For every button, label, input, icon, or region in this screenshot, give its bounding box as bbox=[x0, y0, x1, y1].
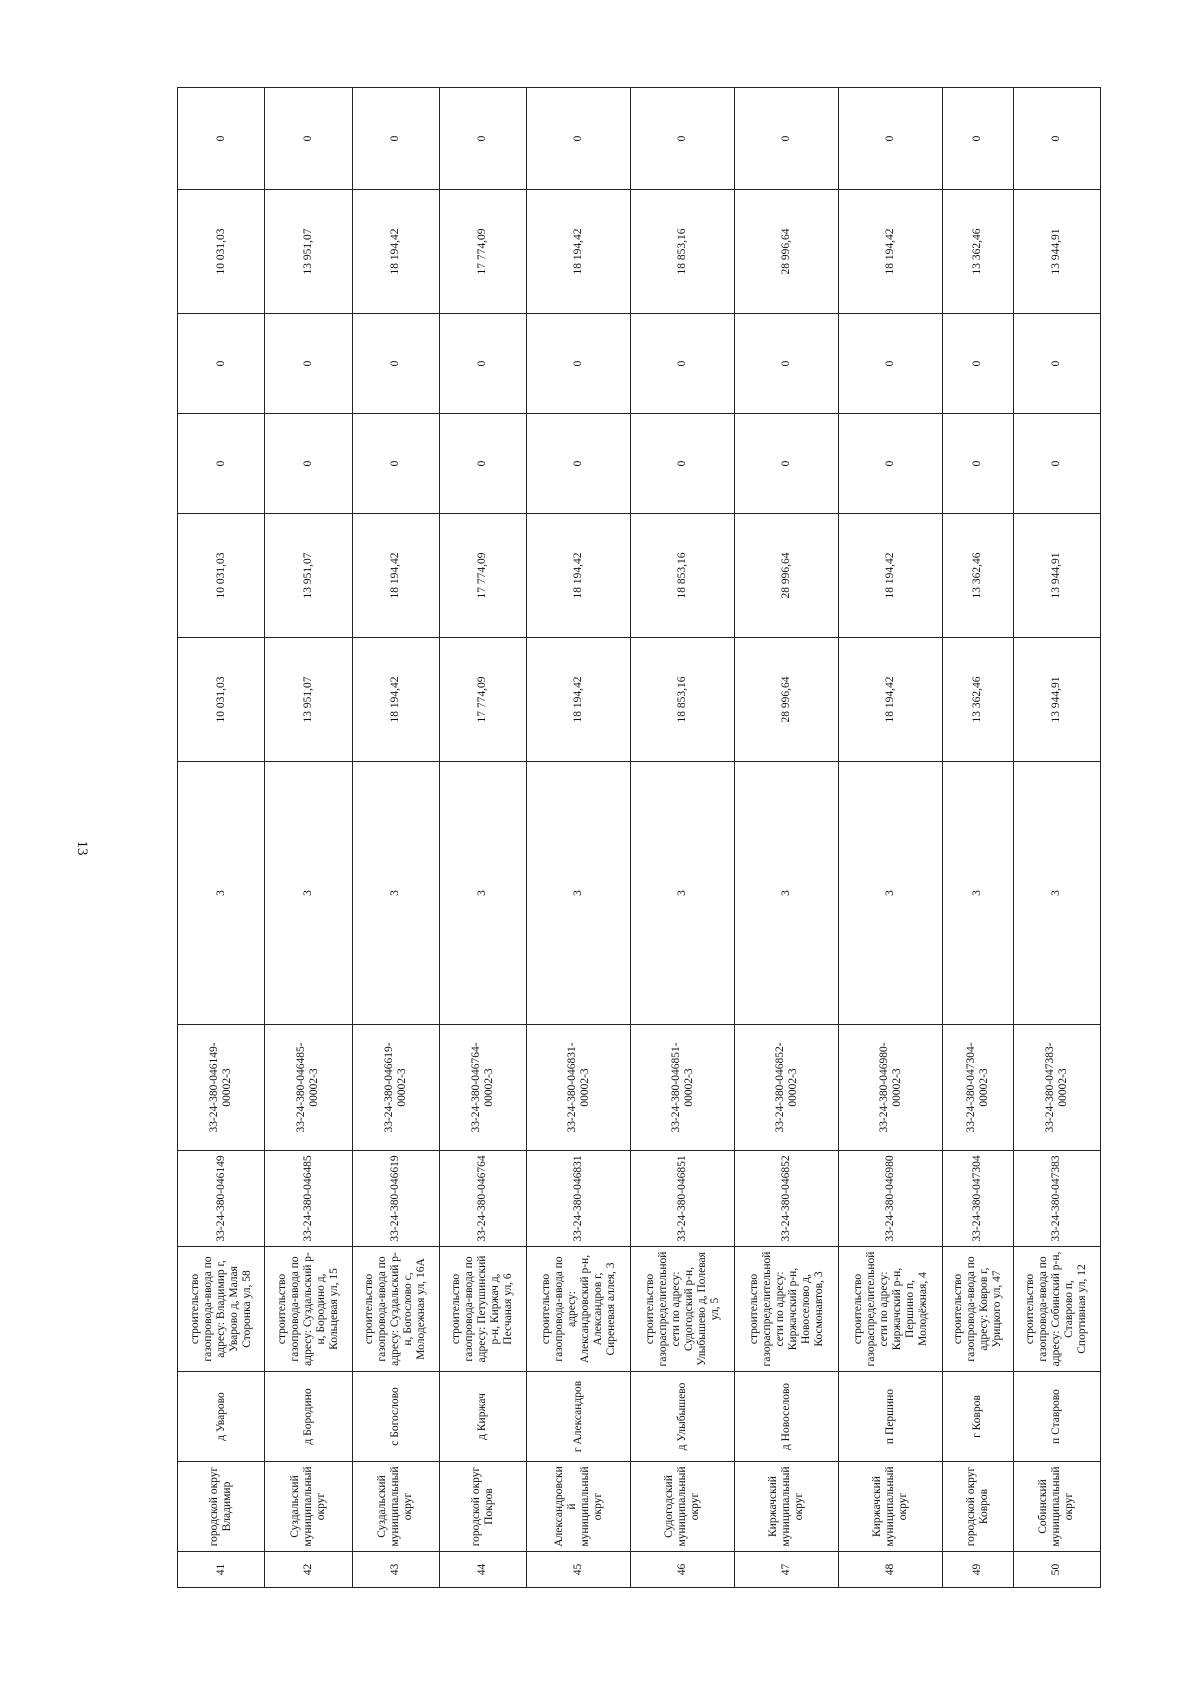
value-4-cell: 0 bbox=[735, 314, 839, 414]
table-row bbox=[527, 88, 631, 1588]
row-number-cell: 41 bbox=[178, 1552, 265, 1588]
value-1-cell: 13 951,07 bbox=[265, 638, 352, 762]
value-4-cell: 0 bbox=[943, 314, 1014, 414]
category-cell: 3 bbox=[631, 762, 735, 1025]
value-6-cell: 0 bbox=[178, 88, 265, 190]
value-1-cell: 28 996,64 bbox=[735, 638, 839, 762]
value-6-cell: 0 bbox=[1013, 88, 1100, 190]
value-2-cell: 18 194,42 bbox=[527, 514, 631, 638]
code-full-cell: 33-24-380-046980-00002-3 bbox=[839, 1025, 943, 1151]
code-full-cell: 33-24-380-046485-00002-3 bbox=[265, 1025, 352, 1151]
table-row bbox=[943, 88, 1014, 1588]
code-cell: 33-24-380-046980 bbox=[839, 1151, 943, 1247]
value-2-cell: 28 996,64 bbox=[735, 514, 839, 638]
value-6-cell: 0 bbox=[943, 88, 1014, 190]
district-cell: Собинский муниципальный округ bbox=[1013, 1462, 1100, 1552]
table-row bbox=[352, 88, 439, 1588]
value-5-cell: 13 362,46 bbox=[943, 190, 1014, 314]
description-cell: строительство газораспределительной сети по адресу: Судогодский р-н, Улыбышево д, Полевая ул, 5 bbox=[631, 1247, 735, 1372]
value-3-cell: 0 bbox=[439, 414, 526, 514]
table-body bbox=[178, 88, 1101, 1588]
description-cell: строительство газопровода-ввода по адресу: Суздальский р-н, Бородино д, Кольцевая ул, 15 bbox=[265, 1247, 352, 1372]
code-cell: 33-24-380-046764 bbox=[439, 1151, 526, 1247]
description-cell: строительство газопровода-ввода по адресу: Владимир г, Уварово д, Малая Сторонка ул, 58 bbox=[178, 1247, 265, 1372]
data-table bbox=[177, 87, 1101, 1588]
value-4-cell: 0 bbox=[1013, 314, 1100, 414]
value-5-cell: 10 031,03 bbox=[178, 190, 265, 314]
locality-cell: г Ковров bbox=[943, 1372, 1014, 1462]
value-6-cell: 0 bbox=[352, 88, 439, 190]
code-cell: 33-24-380-047304 bbox=[943, 1151, 1014, 1247]
table-row bbox=[839, 88, 943, 1588]
row-number-cell: 47 bbox=[735, 1552, 839, 1588]
locality-cell: д Уварово bbox=[178, 1372, 265, 1462]
table-row bbox=[265, 88, 352, 1588]
value-5-cell: 13 944,91 bbox=[1013, 190, 1100, 314]
description-cell: строительство газораспределительной сети по адресу: Киржачский р-н, Новоселово д, Космонавтов, 3 bbox=[735, 1247, 839, 1372]
value-5-cell: 18 194,42 bbox=[352, 190, 439, 314]
value-2-cell: 18 194,42 bbox=[352, 514, 439, 638]
value-6-cell: 0 bbox=[631, 88, 735, 190]
value-6-cell: 0 bbox=[439, 88, 526, 190]
value-2-cell: 13 362,46 bbox=[943, 514, 1014, 638]
locality-cell: п Ставрово bbox=[1013, 1372, 1100, 1462]
value-1-cell: 17 774,09 bbox=[439, 638, 526, 762]
district-cell: Киржачский муниципальный округ bbox=[735, 1462, 839, 1552]
value-3-cell: 0 bbox=[265, 414, 352, 514]
value-6-cell: 0 bbox=[265, 88, 352, 190]
value-4-cell: 0 bbox=[839, 314, 943, 414]
value-3-cell: 0 bbox=[735, 414, 839, 514]
value-6-cell: 0 bbox=[839, 88, 943, 190]
code-full-cell: 33-24-380-046831-00002-3 bbox=[527, 1025, 631, 1151]
code-cell: 33-24-380-046485 bbox=[265, 1151, 352, 1247]
value-2-cell: 17 774,09 bbox=[439, 514, 526, 638]
page-number: 13 bbox=[74, 840, 90, 856]
code-full-cell: 33-24-380-046852-00002-3 bbox=[735, 1025, 839, 1151]
value-5-cell: 17 774,09 bbox=[439, 190, 526, 314]
category-cell: 3 bbox=[265, 762, 352, 1025]
value-1-cell: 13 362,46 bbox=[943, 638, 1014, 762]
row-number-cell: 43 bbox=[352, 1552, 439, 1588]
row-number-cell: 48 bbox=[839, 1552, 943, 1588]
value-3-cell: 0 bbox=[352, 414, 439, 514]
row-number-cell: 50 bbox=[1013, 1552, 1100, 1588]
description-cell: строительство газопровода-ввода по адресу: Александровский р-н, Александров г, Сиреневая аллея, 3 bbox=[527, 1247, 631, 1372]
value-2-cell: 18 853,16 bbox=[631, 514, 735, 638]
code-cell: 33-24-380-047383 bbox=[1013, 1151, 1100, 1247]
code-full-cell: 33-24-380-046851-00002-3 bbox=[631, 1025, 735, 1151]
code-cell: 33-24-380-046831 bbox=[527, 1151, 631, 1247]
code-full-cell: 33-24-380-046619-00002-3 bbox=[352, 1025, 439, 1151]
code-full-cell: 33-24-380-046764-00002-3 bbox=[439, 1025, 526, 1151]
code-cell: 33-24-380-046619 bbox=[352, 1151, 439, 1247]
locality-cell: г Александров bbox=[527, 1372, 631, 1462]
row-number-cell: 42 bbox=[265, 1552, 352, 1588]
value-3-cell: 0 bbox=[527, 414, 631, 514]
category-cell: 3 bbox=[439, 762, 526, 1025]
category-cell: 3 bbox=[943, 762, 1014, 1025]
code-cell: 33-24-380-046149 bbox=[178, 1151, 265, 1247]
district-cell: городской округ Владимир bbox=[178, 1462, 265, 1552]
value-2-cell: 18 194,42 bbox=[839, 514, 943, 638]
value-5-cell: 18 194,42 bbox=[839, 190, 943, 314]
table-row bbox=[1013, 88, 1100, 1588]
table-row bbox=[178, 88, 265, 1588]
value-4-cell: 0 bbox=[352, 314, 439, 414]
value-4-cell: 0 bbox=[439, 314, 526, 414]
value-1-cell: 18 194,42 bbox=[839, 638, 943, 762]
district-cell: Суздальский муниципальный округ bbox=[352, 1462, 439, 1552]
district-cell: Судогодский муниципальный округ bbox=[631, 1462, 735, 1552]
district-cell: городской округ Ковров bbox=[943, 1462, 1014, 1552]
value-6-cell: 0 bbox=[527, 88, 631, 190]
locality-cell: д Новоселово bbox=[735, 1372, 839, 1462]
locality-cell: с Богослово bbox=[352, 1372, 439, 1462]
value-3-cell: 0 bbox=[1013, 414, 1100, 514]
district-cell: городской округ Покров bbox=[439, 1462, 526, 1552]
locality-cell: д Бородино bbox=[265, 1372, 352, 1462]
category-cell: 3 bbox=[1013, 762, 1100, 1025]
value-2-cell: 13 944,91 bbox=[1013, 514, 1100, 638]
district-cell: Александровский муниципальный округ bbox=[527, 1462, 631, 1552]
locality-cell: д Улыбышево bbox=[631, 1372, 735, 1462]
code-full-cell: 33-24-380-047304-00002-3 bbox=[943, 1025, 1014, 1151]
category-cell: 3 bbox=[178, 762, 265, 1025]
value-2-cell: 10 031,03 bbox=[178, 514, 265, 638]
category-cell: 3 bbox=[352, 762, 439, 1025]
category-cell: 3 bbox=[527, 762, 631, 1025]
description-cell: строительство газопровода-ввода по адресу: Петушинский р-н, Киржач д, Песчаная ул, 6 bbox=[439, 1247, 526, 1372]
value-3-cell: 0 bbox=[943, 414, 1014, 514]
row-number-cell: 45 bbox=[527, 1552, 631, 1588]
value-1-cell: 10 031,03 bbox=[178, 638, 265, 762]
category-cell: 3 bbox=[839, 762, 943, 1025]
value-1-cell: 18 194,42 bbox=[352, 638, 439, 762]
category-cell: 3 bbox=[735, 762, 839, 1025]
value-5-cell: 18 853,16 bbox=[631, 190, 735, 314]
district-cell: Киржачский муниципальный округ bbox=[839, 1462, 943, 1552]
value-4-cell: 0 bbox=[178, 314, 265, 414]
code-cell: 33-24-380-046852 bbox=[735, 1151, 839, 1247]
value-5-cell: 28 996,64 bbox=[735, 190, 839, 314]
locality-cell: д Киржач bbox=[439, 1372, 526, 1462]
code-full-cell: 33-24-380-047383-00002-3 bbox=[1013, 1025, 1100, 1151]
value-6-cell: 0 bbox=[735, 88, 839, 190]
value-5-cell: 13 951,07 bbox=[265, 190, 352, 314]
value-3-cell: 0 bbox=[631, 414, 735, 514]
value-3-cell: 0 bbox=[178, 414, 265, 514]
value-5-cell: 18 194,42 bbox=[527, 190, 631, 314]
value-1-cell: 18 194,42 bbox=[527, 638, 631, 762]
value-1-cell: 18 853,16 bbox=[631, 638, 735, 762]
description-cell: строительство газопровода-ввода по адресу: Ковров г, Урицкого ул, 47 bbox=[943, 1247, 1014, 1372]
description-cell: строительство газопровода-ввода по адресу: Суздальский р-н, Богослово с, Молодежная ул, 16А bbox=[352, 1247, 439, 1372]
value-4-cell: 0 bbox=[265, 314, 352, 414]
description-cell: строительство газораспределительной сети по адресу: Киржачский р-н, Першино п, Молодёжная, 4 bbox=[839, 1247, 943, 1372]
code-cell: 33-24-380-046851 bbox=[631, 1151, 735, 1247]
table-row bbox=[439, 88, 526, 1588]
rotated-table-wrapper bbox=[177, 88, 1101, 1588]
locality-cell: п Першино bbox=[839, 1372, 943, 1462]
table-row bbox=[631, 88, 735, 1588]
row-number-cell: 49 bbox=[943, 1552, 1014, 1588]
value-3-cell: 0 bbox=[839, 414, 943, 514]
value-4-cell: 0 bbox=[527, 314, 631, 414]
code-full-cell: 33-24-380-046149-00002-3 bbox=[178, 1025, 265, 1151]
value-2-cell: 13 951,07 bbox=[265, 514, 352, 638]
row-number-cell: 46 bbox=[631, 1552, 735, 1588]
description-cell: строительство газопровода-ввода по адресу: Собинский р-н, Ставрово п, Спортивная ул, 12 bbox=[1013, 1247, 1100, 1372]
row-number-cell: 44 bbox=[439, 1552, 526, 1588]
district-cell: Суздальский муниципальный округ bbox=[265, 1462, 352, 1552]
table-row bbox=[735, 88, 839, 1588]
value-4-cell: 0 bbox=[631, 314, 735, 414]
value-1-cell: 13 944,91 bbox=[1013, 638, 1100, 762]
